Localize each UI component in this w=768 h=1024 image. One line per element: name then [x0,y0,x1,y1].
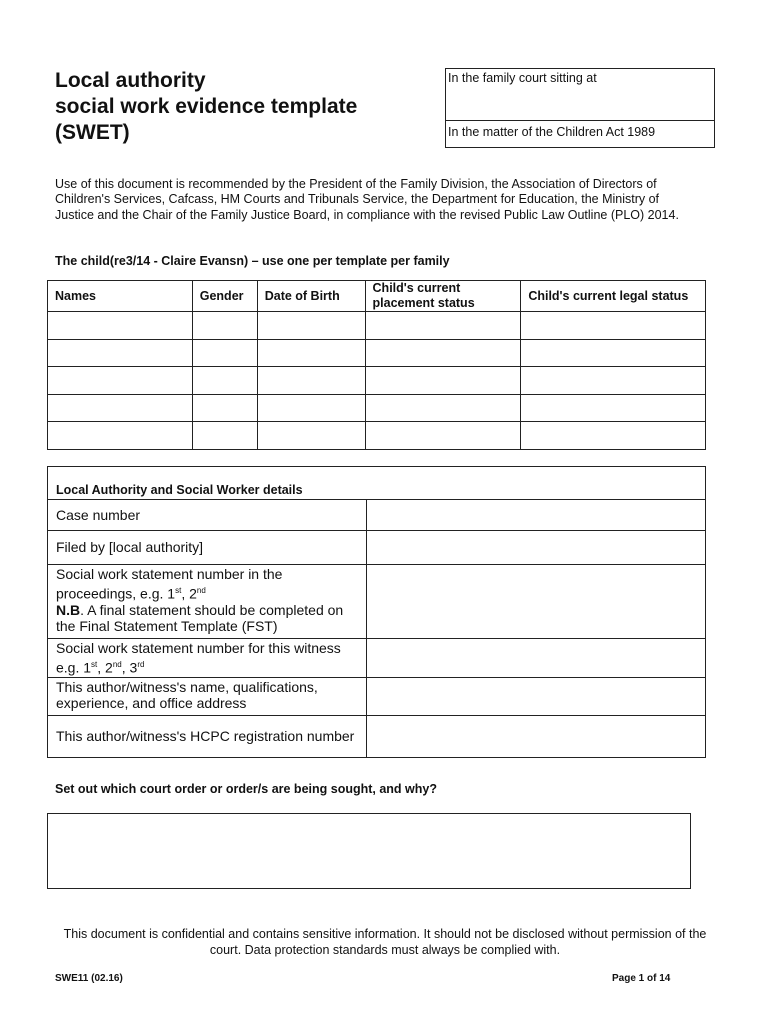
court-matter-field: In the matter of the Children Act 1989 [448,125,656,139]
la-header-row [48,467,706,500]
cell-placement[interactable] [365,394,521,422]
author-details-label: This author/witness's name, qualifications, experience, and office address [48,677,367,715]
cell-placement[interactable] [365,339,521,367]
title-line-1: Local authority [55,69,206,92]
cell-gender[interactable] [192,367,257,395]
nb-text: . A final statement should be completed on the Final Statement Template (FST) [56,601,344,635]
table-row [48,394,706,422]
cell-name[interactable] [48,422,193,450]
cell-dob[interactable] [257,339,365,367]
nb-label: N.B [56,601,81,618]
document-title [55,68,435,146]
title-line-2: social work evidence template [55,95,358,118]
col-names: Names [48,281,193,312]
cell-gender[interactable] [192,339,257,367]
cell-gender[interactable] [192,422,257,450]
la-section-heading: Local Authority and Social Worker details [48,467,706,500]
cell-name[interactable] [48,367,193,395]
la-row-witness-statement [48,639,706,678]
cell-legal[interactable] [521,422,706,450]
filed-by-label: Filed by [local authority] [48,531,367,565]
author-details-field[interactable] [367,677,706,715]
la-row-hcpc [48,715,706,757]
la-row-author-details [48,677,706,715]
la-row-statement-number [48,565,706,639]
court-sitting-field[interactable]: In the family court sitting at [446,69,714,121]
orders-field[interactable] [47,813,691,889]
hcpc-label: This author/witness's HCPC registration number [48,715,367,757]
filed-by-field[interactable] [367,531,706,565]
statement-number-field[interactable] [367,565,706,639]
cell-legal[interactable] [521,312,706,340]
case-number-label: Case number [48,500,367,531]
cell-placement[interactable] [365,312,521,340]
witness-statement-label: Social work statement number for this witness e.g. 1st, 2nd, 3rd [48,639,367,678]
case-number-field[interactable] [367,500,706,531]
confidential-notice: This document is confidential and contains sensitive information. It should not be disclosed without permission of the court. Data protection standards must always be complied with. [63,927,707,957]
title-line-3: (SWET) [55,121,130,144]
cell-placement[interactable] [365,367,521,395]
cell-dob[interactable] [257,312,365,340]
child-table-header-row [48,281,706,312]
cell-gender[interactable] [192,394,257,422]
col-legal-status: Child's current legal status [521,281,706,312]
cell-dob[interactable] [257,394,365,422]
table-row [48,339,706,367]
cell-dob[interactable] [257,422,365,450]
witness-statement-field[interactable] [367,639,706,678]
table-row [48,312,706,340]
cell-dob[interactable] [257,367,365,395]
col-date-of-birth: Date of Birth [257,281,365,312]
table-row [48,367,706,395]
col-gender: Gender [192,281,257,312]
orders-heading: Set out which court order or order/s are being sought, and why? [55,782,437,796]
statement-number-label: Social work statement number in the proceedings, e.g. 1st, 2nd N.B. A final statement should be completed on the Final Statement Template (FST) [48,565,367,639]
cell-name[interactable] [48,312,193,340]
child-section-heading: The child(re3/14 - Claire Evansn) – use one per template per family [55,254,450,268]
cell-name[interactable] [48,339,193,367]
cell-legal[interactable] [521,339,706,367]
cell-legal[interactable] [521,394,706,422]
table-row [48,422,706,450]
footer-page-number: Page 1 of 14 [612,973,671,984]
cell-name[interactable] [48,394,193,422]
col-placement-status: Child's current placement status [365,281,521,312]
cell-gender[interactable] [192,312,257,340]
court-details-box [445,68,715,148]
intro-paragraph: Use of this document is recommended by the President of the Family Division, the Association of Directors of Children's Services, Cafcass, HM Courts and Tribunals Service, the Department for Education, the Ministry of Justice and the Chair of the Family Justice Board, in compliance with the revised Public Law Outline (PLO) 2014. [55,177,679,222]
footer-reference: SWE11 (02.16) [55,973,123,984]
la-row-case-number [48,500,706,531]
cell-legal[interactable] [521,367,706,395]
cell-placement[interactable] [365,422,521,450]
hcpc-field[interactable] [367,715,706,757]
la-details-table [47,466,706,758]
la-row-filed-by [48,531,706,565]
child-table [47,280,706,450]
